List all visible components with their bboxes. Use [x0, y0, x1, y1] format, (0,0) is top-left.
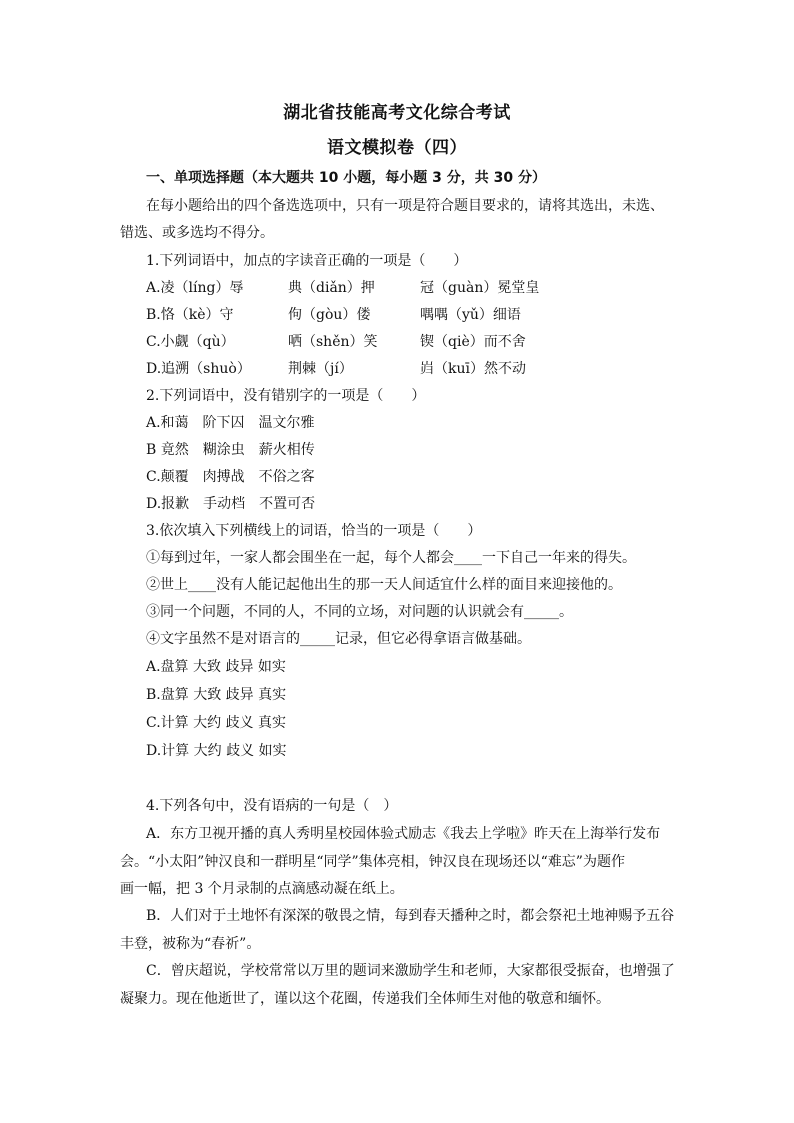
q1-d-word-1: D.追溯（shuò） — [146, 361, 251, 377]
q4-option-c-line-2: 凝聚力。现在他逝世了，谨以这个花圈，传递我们全体师生对他的敬意和缅怀。 — [120, 991, 610, 1007]
q3-stem: 3.依次填入下列横线上的词语，恰当的一项是（ ） — [146, 523, 482, 539]
q3-sentence-1: ①每到过年，一家人都会围坐在一起，每个人都会____一下自己一年来的得失。 — [146, 550, 636, 566]
q1-b-word-2: 佝（gòu）偻 — [288, 307, 371, 323]
q1-a-word-2: 典（diǎn）押 — [288, 280, 375, 296]
q1-a-word-1: A.凌（líng）辱 — [146, 280, 244, 296]
q4-option-b-line-1: B．人们对于土地怀有深深的敬畏之情，每到春天播种之时，都会祭祀土地神赐予五谷 — [146, 908, 675, 924]
q3-sentence-3: ③同一个问题，不同的人，不同的立场，对问题的认识就会有_____。 — [146, 604, 573, 620]
q3-sentence-4: ④文字虽然不是对语言的_____记录，但它必得拿语言做基础。 — [146, 631, 531, 647]
q3-option-b: B.盘算 大致 歧异 真实 — [146, 687, 287, 703]
q4-option-a-line-2: 会。“小太阳”钟汉良和一群明星“同学”集体亮相，钟汉良在现场还以“难忘”为题作 — [120, 854, 625, 870]
q4-option-c-line-1: C．曾庆超说，学校常常以万里的题词来激励学生和老师，大家都很受振奋，也增强了 — [146, 963, 675, 979]
q3-option-a: A.盘算 大致 歧异 如实 — [146, 659, 286, 675]
q2-option-d: D.报歉 手动档 不置可否 — [146, 496, 316, 512]
q1-d-word-3: 岿（kuī）然不动 — [420, 361, 526, 377]
q1-c-word-2: 哂（shěn）笑 — [288, 334, 378, 350]
q4-option-a-line-1: A．东方卫视开播的真人秀明星校园体验式励志《我去上学啦》昨天在上海举行发布 — [146, 826, 661, 842]
section-intro-line-1: 在每小题给出的四个备选选项中，只有一项是符合题目要求的，请将其选出，未选、 — [146, 198, 664, 214]
q3-option-d: D.计算 大约 歧义 如实 — [146, 743, 287, 759]
exam-title: 湖北省技能高考文化综合考试 — [283, 103, 511, 123]
q1-c-word-1: C.小觑（qù） — [146, 334, 235, 350]
q1-stem: 1.下列词语中，加点的字读音正确的一项是（ ） — [146, 253, 468, 269]
q1-d-word-2: 荆棘（jí） — [288, 361, 353, 377]
q1-b-word-3: 喁喁（yǔ）细语 — [420, 307, 521, 323]
q2-stem: 2.下列词语中，没有错别字的一项是（ ） — [146, 388, 426, 404]
q2-option-b: B 竟然 糊涂虫 薪火相传 — [146, 442, 315, 458]
q2-option-a: A.和蔼 阶下囚 温文尔雅 — [146, 415, 315, 431]
q1-a-word-3: 冠（guàn）冕堂皇 — [420, 280, 540, 296]
q4-option-b-line-2: 丰登，被称为“春祈”。 — [120, 936, 261, 952]
q1-b-word-1: B.恪（kè）守 — [146, 307, 234, 323]
section-heading: 一、单项选择题（本大题共 10 小题，每小题 3 分，共 30 分） — [146, 170, 546, 186]
q4-stem: 4.下列各句中，没有语病的一句是（ ） — [146, 798, 398, 814]
q3-sentence-2: ②世上____没有人能记起他出生的那一天人间适宜什么样的面目来迎接他的。 — [146, 577, 622, 593]
q3-option-c: C.计算 大约 歧义 真实 — [146, 715, 287, 731]
q1-c-word-3: 锲（qiè）而不舍 — [420, 334, 526, 350]
q4-option-a-line-3: 画一幅，把 3 个月录制的点滴感动凝在纸上。 — [120, 881, 404, 897]
q2-option-c: C.颠覆 肉搏战 不俗之客 — [146, 469, 315, 485]
exam-subtitle: 语文模拟卷（四） — [327, 138, 467, 158]
section-intro-line-2: 错选、或多选均不得分。 — [120, 225, 274, 241]
